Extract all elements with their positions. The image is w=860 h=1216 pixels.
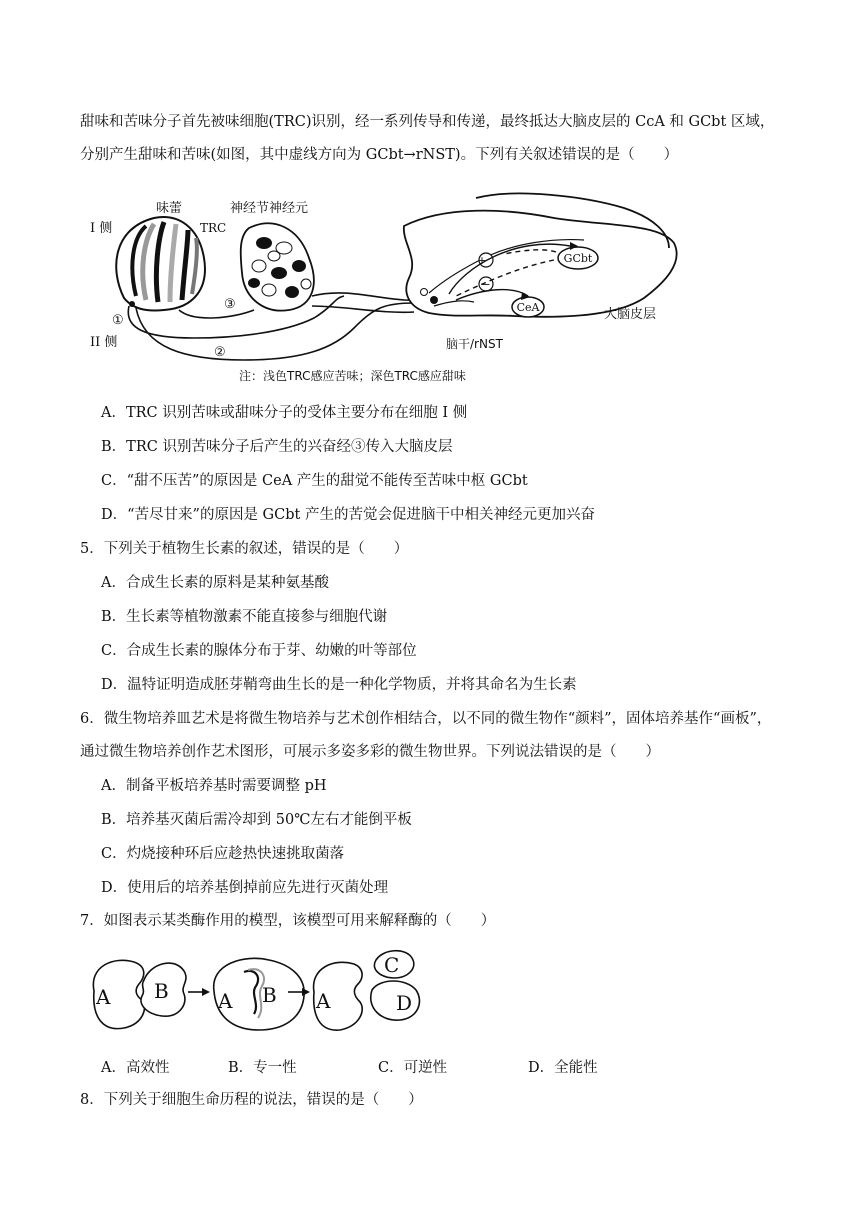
q6-stem-line2: 通过微生物培养创作艺术图形，可展示多姿多彩的微生物世界。下列说法错误的是（ ）	[80, 744, 660, 760]
q4-option-d: D．“苦尽甘来”的原因是 GCbt 产生的苦觉会促进脑干中相关神经元更加兴奋	[101, 507, 595, 523]
q5-option-b: B．生长素等植物激素不能直接参与细胞代谢	[101, 609, 388, 625]
taste-pathway-figure	[84, 188, 694, 388]
label-circle-2: ②	[214, 345, 226, 360]
arrow-1	[188, 988, 210, 996]
q4-stem-line1: 甜味和苦味分子首先被味细胞(TRC)识别，经一系列传导和传递，最终抵达大脑皮层的 CcA 和 GCbt 区域，	[80, 114, 775, 130]
q5-option-c: C．合成生长素的腺体分布于芽、幼嫩的叶等部位	[101, 643, 417, 659]
q5-stem: 5．下列关于植物生长素的叙述，错误的是（ ）	[80, 541, 409, 557]
q8-stem: 8．下列关于细胞生命历程的说法，错误的是（ ）	[80, 1092, 423, 1108]
label-taste-bud: 味蕾	[156, 201, 183, 216]
q6-option-a: A．制备平板培养基时需要调整 pH	[101, 778, 327, 794]
q6-option-b: B．培养基灭菌后需冷却到 50℃左右才能倒平板	[101, 812, 412, 828]
ganglion-diagram	[241, 223, 314, 310]
q7-stem: 7．如图表示某类酶作用的模型，该模型可用来解释酶的（ ）	[80, 913, 496, 929]
q6-option-c: C．灼烧接种环后应趁热快速挑取菌落	[101, 846, 345, 862]
label-side-2: II 侧	[90, 335, 118, 350]
q5-option-a: A．合成生长素的原料是某种氨基酸	[101, 575, 329, 591]
label-cortex: 大脑皮层	[604, 307, 657, 322]
q7-option-a: A．高效性	[101, 1060, 170, 1076]
label-product-d: D	[396, 991, 413, 1015]
label-enzyme-a-2: A	[218, 989, 233, 1013]
label-substrate-b-2: B	[262, 983, 277, 1007]
q4-option-c: C．“甜不压苦”的原因是 CeA 产生的甜觉不能传至苦味中枢 GCbt	[101, 473, 528, 489]
brain-diagram	[404, 193, 677, 317]
q5-option-d: D．温特证明造成胚芽鞘弯曲生长的是一种化学物质，并将其命名为生长素	[101, 677, 577, 693]
q6-option-d: D．使用后的培养基倒掉前应先进行灭菌处理	[101, 880, 389, 896]
label-substrate-b-1: B	[154, 979, 169, 1003]
label-circle-3: ③	[224, 297, 236, 312]
label-trc: TRC	[200, 221, 227, 235]
q4-option-a: A．TRC 识别苦味或甜味分子的受体主要分布在细胞 I 侧	[101, 405, 468, 421]
label-cea: CeA	[516, 301, 540, 314]
label-plus: +	[477, 254, 487, 267]
label-minus: −	[481, 278, 491, 291]
q7-option-b: B．专一性	[228, 1060, 297, 1076]
label-product-c: C	[384, 953, 400, 977]
label-side-1: I 侧	[90, 221, 113, 236]
q7-option-c: C．可逆性	[378, 1060, 448, 1076]
label-enzyme-a-3: A	[316, 989, 331, 1013]
q4-stem-line2: 分别产生甜味和苦味(如图，其中虚线方向为 GCbt→rNST)。下列有关叙述错误的是（ ）	[80, 147, 679, 163]
taste-bud-diagram	[116, 217, 205, 310]
enzyme-model-figure	[84, 946, 426, 1042]
label-circle-1: ①	[112, 313, 124, 328]
label-enzyme-a-1: A	[96, 985, 111, 1009]
figure-note: 注：浅色TRC感应苦味；深色TRC感应甜味	[239, 369, 466, 383]
q4-option-b: B．TRC 识别苦味分子后产生的兴奋经③传入大脑皮层	[101, 439, 453, 455]
label-brainstem: 脑干/rNST	[446, 337, 503, 351]
q7-option-d: D．全能性	[528, 1060, 598, 1076]
label-gcbt: GCbt	[563, 252, 593, 265]
q6-stem-line1: 6．微生物培养皿艺术是将微生物培养与艺术创作相结合，以不同的微生物作“颜料”，固体培养基作“画板”，	[80, 711, 772, 727]
label-ganglion: 神经节神经元	[230, 201, 309, 216]
